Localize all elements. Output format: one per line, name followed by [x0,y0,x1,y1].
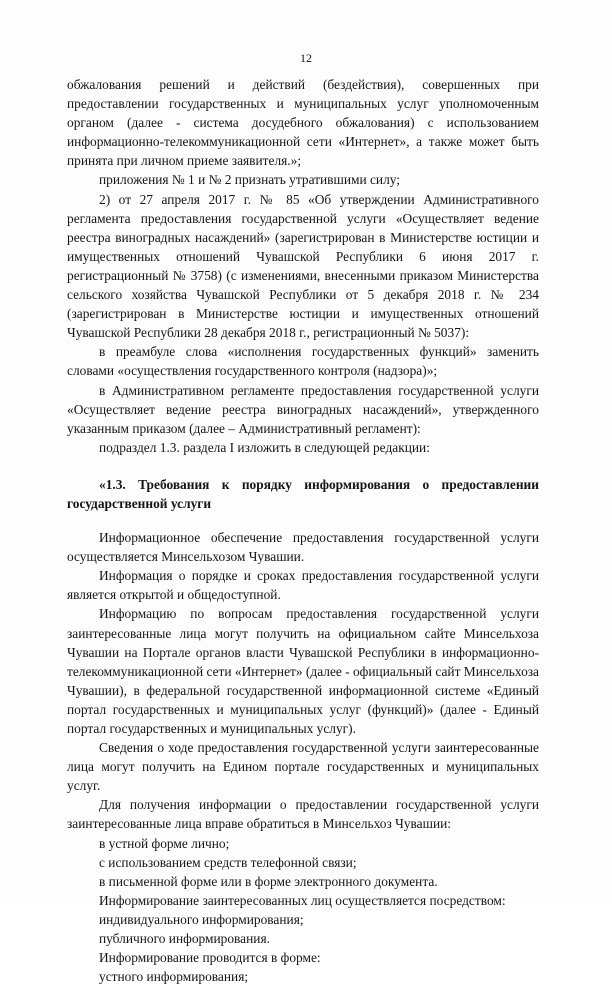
spacer [67,457,539,475]
paragraph-12: Информирование заинтересованных лиц осуществляется посредством: [99,892,506,908]
paragraph-8: Информация о порядке и сроках предоставления государственной услуги является открытой и общедоступной. [67,568,539,603]
document-body [67,75,539,986]
paragraph-11: Для получения информации о предоставлении государственной услуги заинтересованные лица вправе обратиться в Минсельхоз Чувашии: [67,797,539,832]
paragraph-9: Информацию по вопросам предоставления государственной услуги заинтересованные лица могут получить на официальном сайте Минсельхоза Чувашии на Портале органов власти Чувашской Республики в информационно-телекоммуникационной сети «Интернет» (далее - официальный сайт Минсельхоза Чувашии), в федеральной государственной информационной системе «Единый портал государственных и муниципальных услуг (функций)» (далее - Единый портал государственных и муниципальных услуг). [67,606,539,736]
section-heading: «1.3. Требования к порядку информирования о предоставлении государственной услуги [67,476,539,511]
paragraph-13: Информирование проводится в форме: [99,950,321,966]
list-item-phone: с использованием средств телефонной связи; [99,854,357,870]
paragraph-6: подраздел 1.3. раздела I изложить в следующей редакции: [99,439,430,455]
page-number: 12 [300,51,312,65]
paragraph-2: приложения № 1 и № 2 признать утратившими силу; [99,172,401,188]
list-item-in-person: в устной форме лично; [99,835,230,851]
spacer [67,513,539,528]
list-item-individual: индивидуального информирования; [99,911,304,927]
paragraph-5: в Административном регламенте предоставления государственной услуги «Осуществляет ведение реестра виноградных насаждений», утвержденного указанным приказом (далее – Административный регламент): [67,382,539,436]
paragraph-4: в преамбуле слова «исполнения государственных функций» заменить словами «осуществления государственного контроля (надзора)»; [67,344,539,379]
paragraph-7: Информационное обеспечение предоставления государственной услуги осуществляется Минсельхозом Чувашии. [67,530,539,565]
paragraph-10: Сведения о ходе предоставления государственной услуги заинтересованные лица могут получить на Едином портале государственных и муниципальных услуг. [67,740,539,794]
list-item-written: в письменной форме или в форме электронного документа. [99,873,438,889]
paragraph-3: 2) от 27 апреля 2017 г. № 85 «Об утверждении Административного регламента предоставления государственной услуги «Осуществляет ведение реестра виноградных насаждений» (зарегистрирован в Министерстве юстиции и имущественных отношений Чувашской Республики 6 июня 2017 г. регистрационный № 3758) (с изменениями, внесенными приказом Министерства сельского хозяйства Чувашской Республики от 5 декабря 2018 г. № 234 (зарегистрирован в Министерстве юстиции и имущественных отношений Чувашской Республики 28 декабря 2018 г., регистрационный № 5037): [67,191,539,341]
list-item-oral: устного информирования; [99,969,249,985]
list-item-public: публичного информирования. [99,931,270,947]
paragraph-1: обжалования решений и действий (бездействия), совершенных при предоставлении государственных и муниципальных услуг уполномоченным органом (далее - система досудебного обжалования) с использованием информационно-телекоммуникационной сети «Интернет», а также может быть принята при личном приеме заявителя.»; [67,77,539,169]
